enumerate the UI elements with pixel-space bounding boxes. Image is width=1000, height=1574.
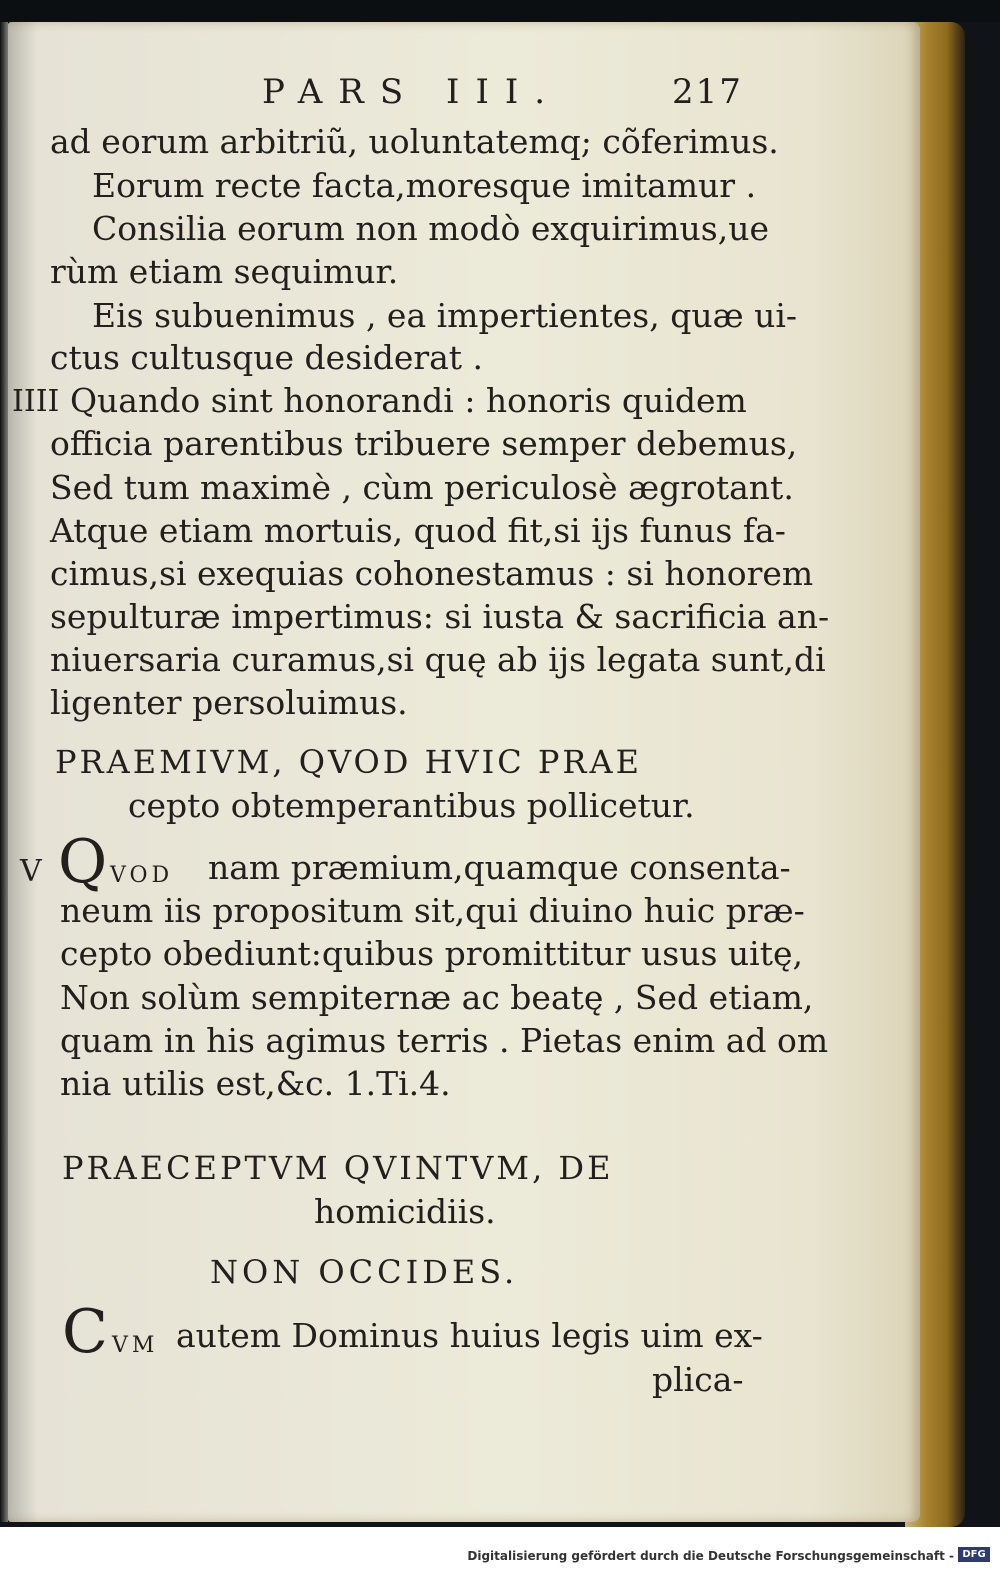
drop-capital: C — [62, 1297, 108, 1367]
text-line: nia utilis est,&c. 1.Ti.4. — [60, 1064, 451, 1103]
text-line: nam præmium,quamque consenta- — [208, 848, 791, 887]
page-number: 217 — [672, 72, 743, 112]
text-line: Consilia eorum non modò exquirimus,ue — [92, 209, 769, 248]
text-line: quam in his agimus terris . Pietas enim ad om — [60, 1021, 829, 1060]
text-line: ligenter persoluimus. — [50, 683, 408, 722]
text-line: officia parentibus tribuere semper debemus, — [50, 424, 798, 463]
small-caps-word: VOD — [110, 863, 174, 888]
small-caps-word: VM — [112, 1333, 159, 1358]
catchword: plica- — [652, 1360, 744, 1399]
text-line: ctus cultusque desiderat . — [50, 338, 484, 377]
drop-capital: Q — [58, 827, 108, 897]
section-subheading: cepto obtemperantibus pollicetur. — [128, 786, 695, 825]
text-line: ad eorum arbitriũ, uoluntatemq; cõferimus. — [50, 122, 779, 161]
footer-credit: Digitalisierung gefördert durch die Deutsche Forschungsgemeinschaft - — [467, 1549, 954, 1563]
margin-number-IIII: IIII — [12, 384, 60, 419]
text-line: autem Dominus huius legis uim ex- — [176, 1316, 763, 1355]
text-line: Eis subuenimus , ea impertientes, quæ ui- — [92, 296, 798, 335]
text-line: Sed tum maximè , cùm periculosè ægrotant. — [50, 468, 794, 507]
text-line: Quando sint honorandi : honoris quidem — [70, 381, 747, 420]
text-line: niuersaria curamus,si quę ab ijs legata sunt,di — [50, 640, 826, 679]
section-heading: PRAEMIVM, QVOD HVIC PRAE — [55, 743, 642, 781]
scan-background-top — [0, 0, 1000, 22]
margin-number-V: V — [20, 854, 42, 889]
text-line: cepto obediunt:quibus promittitur usus uitę, — [60, 934, 803, 973]
text-line: Atque etiam mortuis, quod fit,si ijs funus fa- — [50, 511, 786, 550]
running-head: PARS III. — [262, 72, 562, 112]
section-heading: PRAECEPTVM QVINTVM, DE — [62, 1149, 614, 1187]
text-line: rùm etiam sequimur. — [50, 252, 399, 291]
text-line: sepulturæ impertimus: si iusta & sacrificia an- — [50, 597, 830, 636]
text-line: cimus,si exequias cohonestamus : si honorem — [50, 554, 814, 593]
footer-bar — [0, 1527, 1000, 1574]
book-gutter — [0, 22, 8, 1522]
section-subheading: homicidiis. — [314, 1192, 496, 1231]
text-line: Non solùm sempiternæ ac beatę , Sed etiam, — [60, 978, 814, 1017]
text-line: neum iis propositum sit,qui diuino huic præ- — [60, 891, 805, 930]
text-line: Eorum recte facta,moresque imitamur . — [92, 166, 757, 205]
dfg-logo: DFG — [958, 1547, 990, 1562]
commandment-title: NON OCCIDES. — [210, 1253, 519, 1291]
